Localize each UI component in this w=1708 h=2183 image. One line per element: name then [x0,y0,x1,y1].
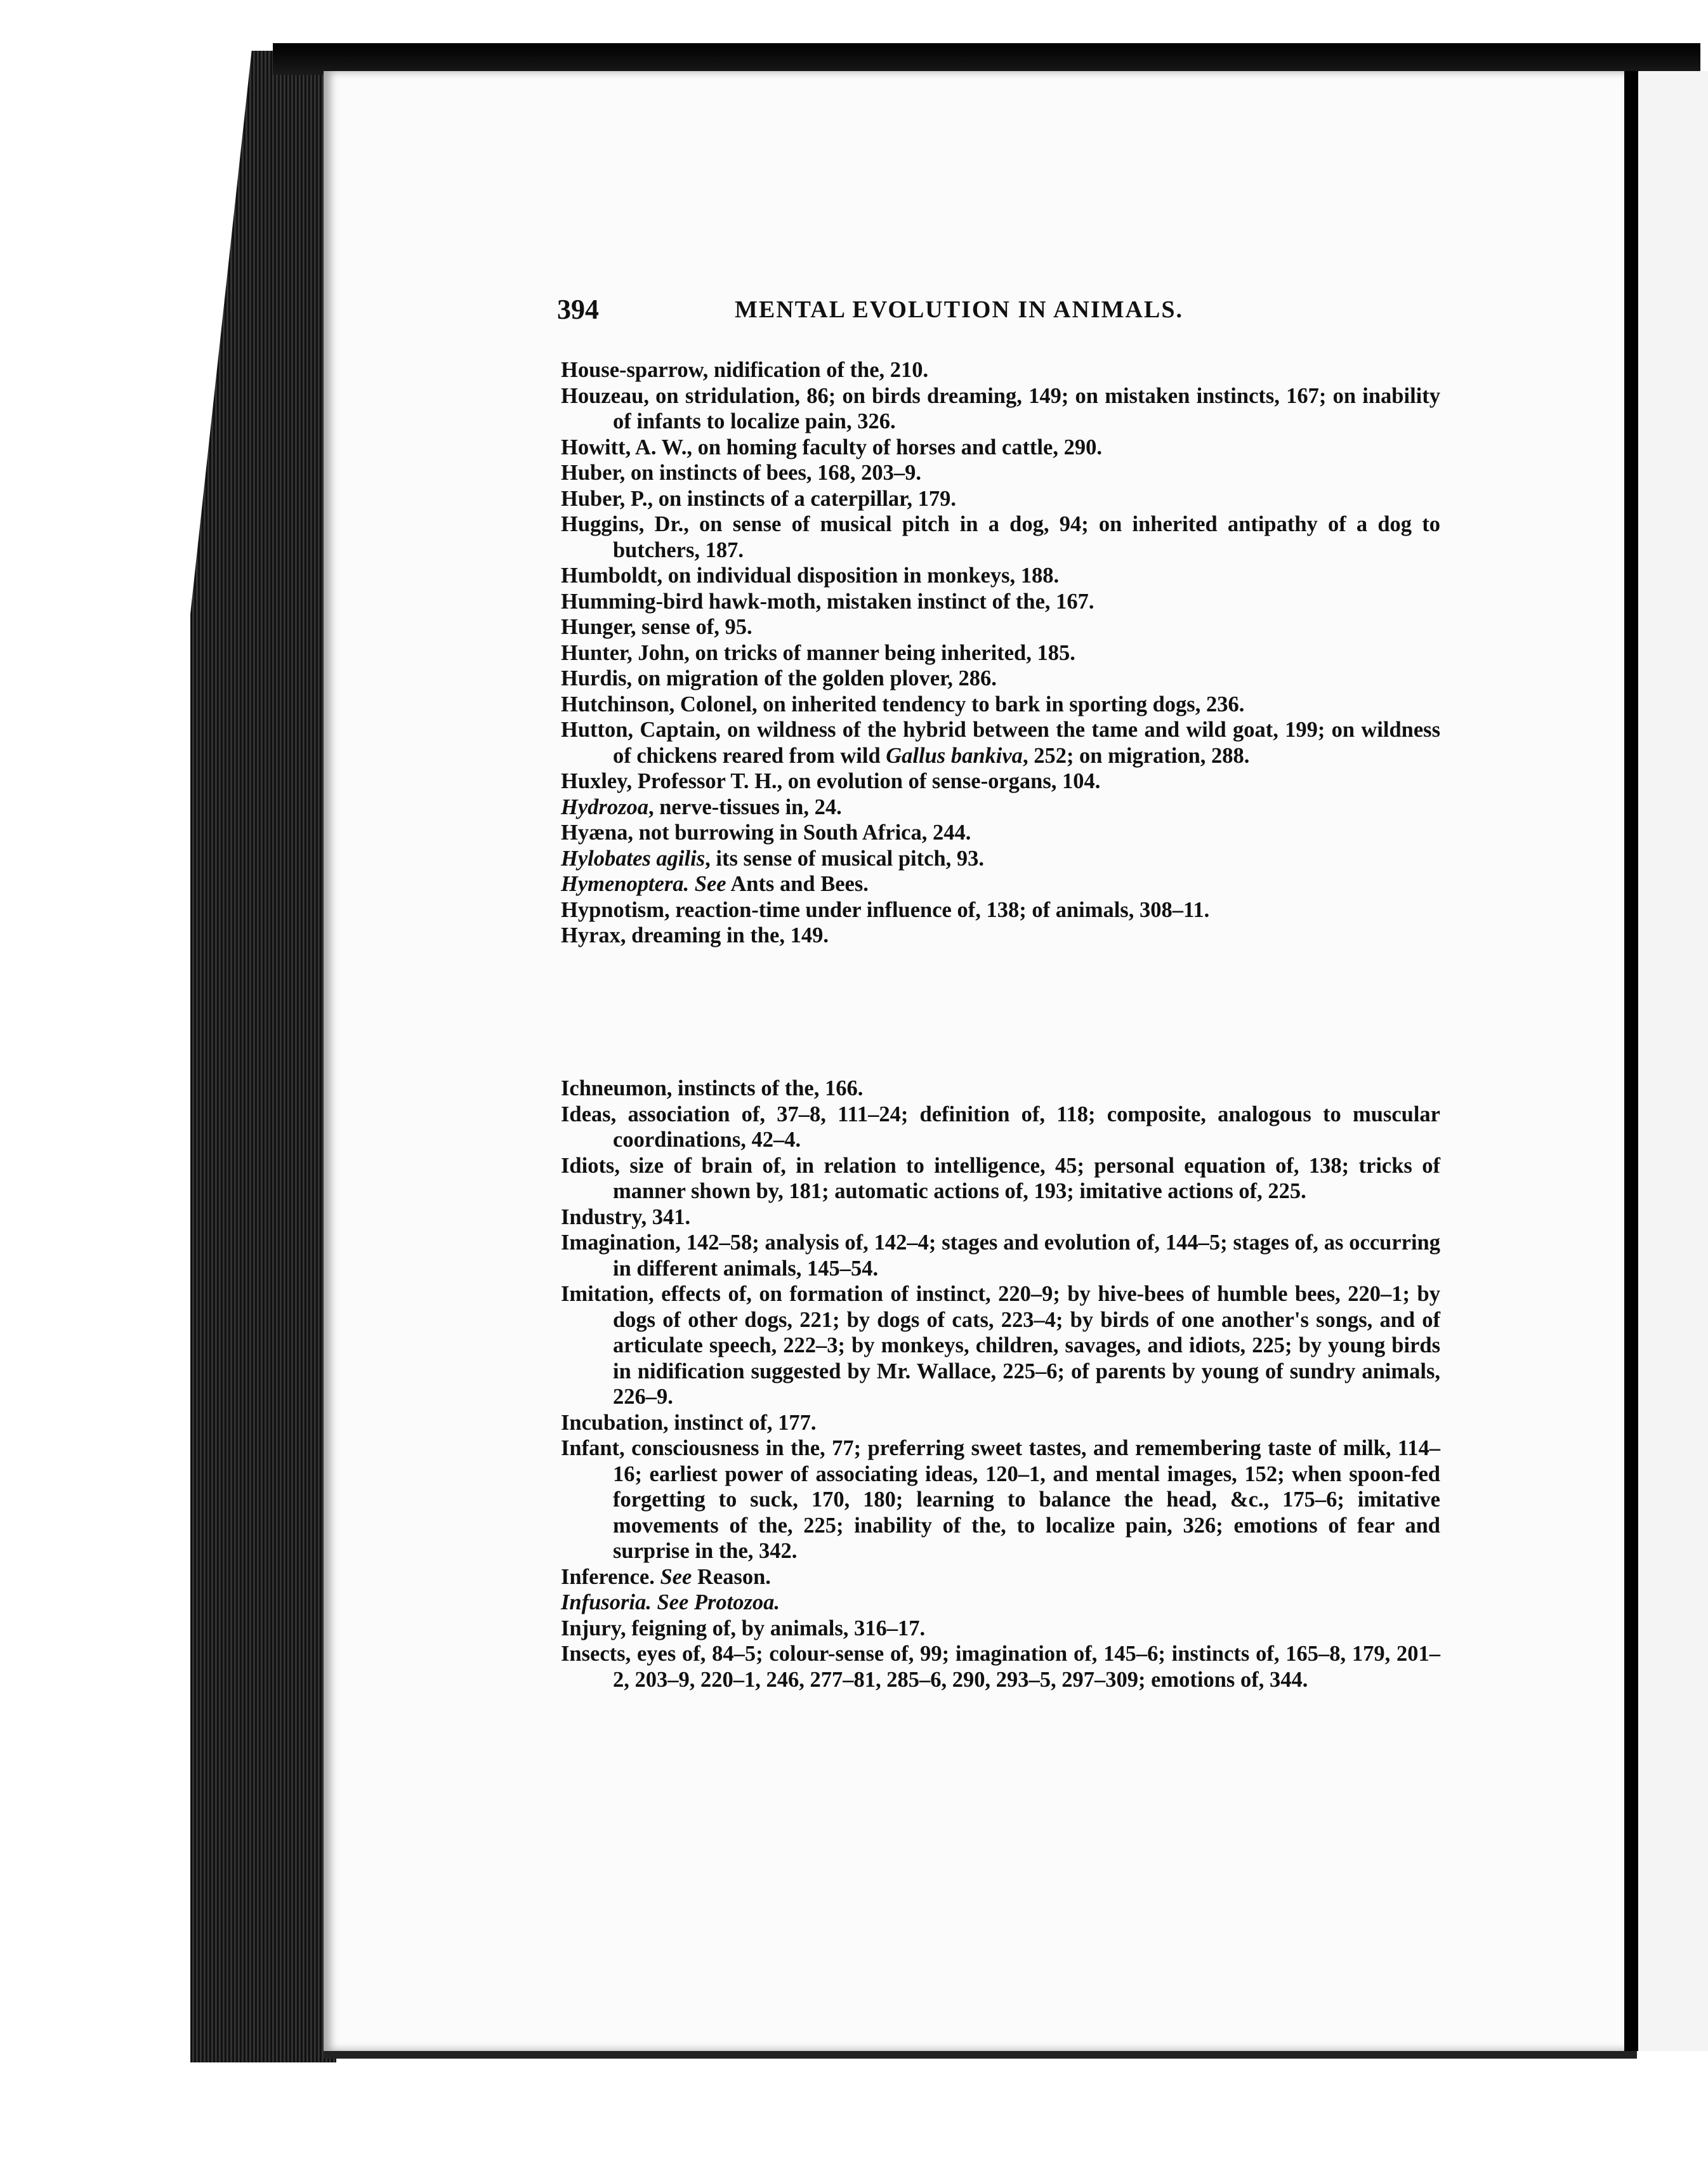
index-entry [561,1153,1440,1204]
entry-text: Hurdis, on migration of the golden plover, 286. [561,666,997,690]
index-entry [561,897,1440,923]
entry-text: , 252; on migration, 288. [1022,743,1250,768]
index-entry [561,1590,1440,1616]
index-entry [561,795,1440,821]
book-page-edges [190,51,336,2062]
entry-text: Huxley, Professor T. H., on evolution of sense-organs, 104. [561,769,1101,793]
running-title: MENTAL EVOLUTION IN ANIMALS. [735,296,1183,323]
index-entry [561,768,1440,795]
entry-text: Humboldt, on individual disposition in monkeys, 188. [561,564,1060,588]
entry-text: Insects, eyes of, 84–5; colour-sense of, 99; imagination of, 145–6; instincts of, 165–8, 179, 201–2, 203–9, 220–1, 246, 277–81, 285–6, 290, 293–5, 297–309; emotions of, 344. [561,1642,1440,1692]
index-entry [561,1641,1440,1692]
index-entry [561,1102,1440,1153]
entry-text: Huber, P., on instincts of a caterpillar, 179. [561,486,956,511]
entry-italic-text: See [660,1564,692,1589]
entry-text: Huber, on instincts of bees, 168, 203–9. [561,461,922,485]
entry-text: Idiots, size of brain of, in relation to intelligence, 45; personal equation of, 138; tricks of manner shown by, 181; automatic actions of, 193; imitative actions of, 225. [561,1153,1440,1203]
index-entry [561,1076,1440,1102]
entry-text: Ideas, association of, 37–8, 111–24; definition of, 118; composite, analogous to muscular coordinations, 42–4. [561,1102,1440,1152]
index-entry [561,666,1440,692]
facing-page-edge [1638,71,1708,2051]
index-entry [561,1410,1440,1436]
index-entry [561,871,1440,897]
entry-italic-text: Gallus bankiva [886,743,1023,768]
entry-text: Huggins, Dr., on sense of musical pitch in a dog, 94; on inherited antipathy of a dog to butchers, 187. [561,512,1440,562]
entry-text: Houzeau, on stridulation, 86; on birds dreaming, 149; on mistaken instincts, 167; on inability of infants to localize pain, 326. [561,383,1440,433]
entry-text: Injury, feigning of, by animals, 316–17. [561,1616,926,1640]
index-entry [561,846,1440,872]
entry-text: Inference. [561,1564,660,1589]
entry-text: Incubation, instinct of, 177. [561,1410,817,1435]
binding-edge [1624,71,1638,2051]
index-entry [561,1435,1440,1564]
index-entry [561,1281,1440,1410]
entry-italic-text: Hydrozoa [561,795,648,819]
entry-text: Infant, consciousness in the, 77; preferring sweet tastes, and remembering taste of milk, 114–16; earliest power of associating ideas, 120–1, and mental images, 152; when spoon-fed forgetting to suck, 170, 180; learning to balance the head, &c., 175–6; imitative movements of the, 225; inability of the, to localize pain, 326; emotions of fear and surprise in the, 342. [561,1436,1440,1563]
index-entry [561,435,1440,461]
entry-text: Howitt, A. W., on homing faculty of horses and cattle, 290. [561,435,1102,459]
entry-text: , nerve-tissues in, 24. [648,795,842,819]
page-number: 394 [557,294,599,325]
index-entry [561,1616,1440,1642]
entry-text: Industry, 341. [561,1204,691,1229]
entry-italic-text: Hylobates agilis [561,846,706,871]
entry-text: Imagination, 142–58; analysis of, 142–4; stages and evolution of, 144–5; stages of, as occurring in different animals, 145–54. [561,1230,1440,1281]
index-entry [561,614,1440,640]
entry-text: Humming-bird hawk-moth, mistaken instinct of the, 167. [561,589,1094,614]
entry-text: Imitation, effects of, on formation of instinct, 220–9; by hive-bees of humble bees, 220–1; by dogs of other dogs, 221; by dogs of cats, 223–4; by birds of one another's songs, and of articulate speech, 222–3; by monkeys, children, savages, and idiots, 225; by young birds in nidification suggested by Mr. Wallace, 225–6; of parents by young of sundry animals, 226–9. [561,1282,1440,1409]
index-entry [561,1230,1440,1281]
entry-text: Hyrax, dreaming in the, 149. [561,923,829,947]
entry-text: , its sense of musical pitch, 93. [705,846,984,871]
entry-text: Ants and Bees. [726,872,869,896]
entry-text: Reason. [692,1564,771,1589]
page-bottom-shadow [324,2051,1637,2059]
index-entry [561,1204,1440,1230]
index-entry [561,692,1440,718]
entry-text: Hypnotism, reaction-time under influence of, 138; of animals, 308–11. [561,897,1210,922]
entry-text: Hutton, Captain, on wildness of the hybrid between the tame and wild goat, 199; on wildness of chickens reared from wild [561,718,1440,768]
index-section-h [561,357,1440,949]
index-entry [561,1564,1440,1590]
entry-text: Hyæna, not burrowing in South Africa, 244. [561,821,971,845]
entry-italic-text: Hymenoptera. See [561,872,726,896]
index-entry [561,486,1440,512]
entry-italic-text: Infusoria. See Protozoa. [561,1590,780,1614]
index-entry [561,563,1440,589]
index-entry [561,357,1440,383]
index-entry [561,717,1440,768]
index-entry [561,820,1440,846]
page-header [557,291,1255,329]
index-entry [561,460,1440,486]
index-section-i [561,1076,1440,1692]
index-entry [561,383,1440,435]
index-entry [561,640,1440,666]
entry-text: House-sparrow, nidification of the, 210. [561,358,929,382]
entry-text: Ichneumon, instincts of the, 166. [561,1076,864,1100]
index-entry [561,589,1440,615]
entry-text: Hutchinson, Colonel, on inherited tendency to bark in sporting dogs, 236. [561,692,1245,716]
book-top-edge [273,43,1700,75]
index-entry [561,923,1440,949]
index-entry [561,511,1440,563]
entry-text: Hunter, John, on tricks of manner being inherited, 185. [561,640,1075,665]
entry-text: Hunger, sense of, 95. [561,615,752,639]
